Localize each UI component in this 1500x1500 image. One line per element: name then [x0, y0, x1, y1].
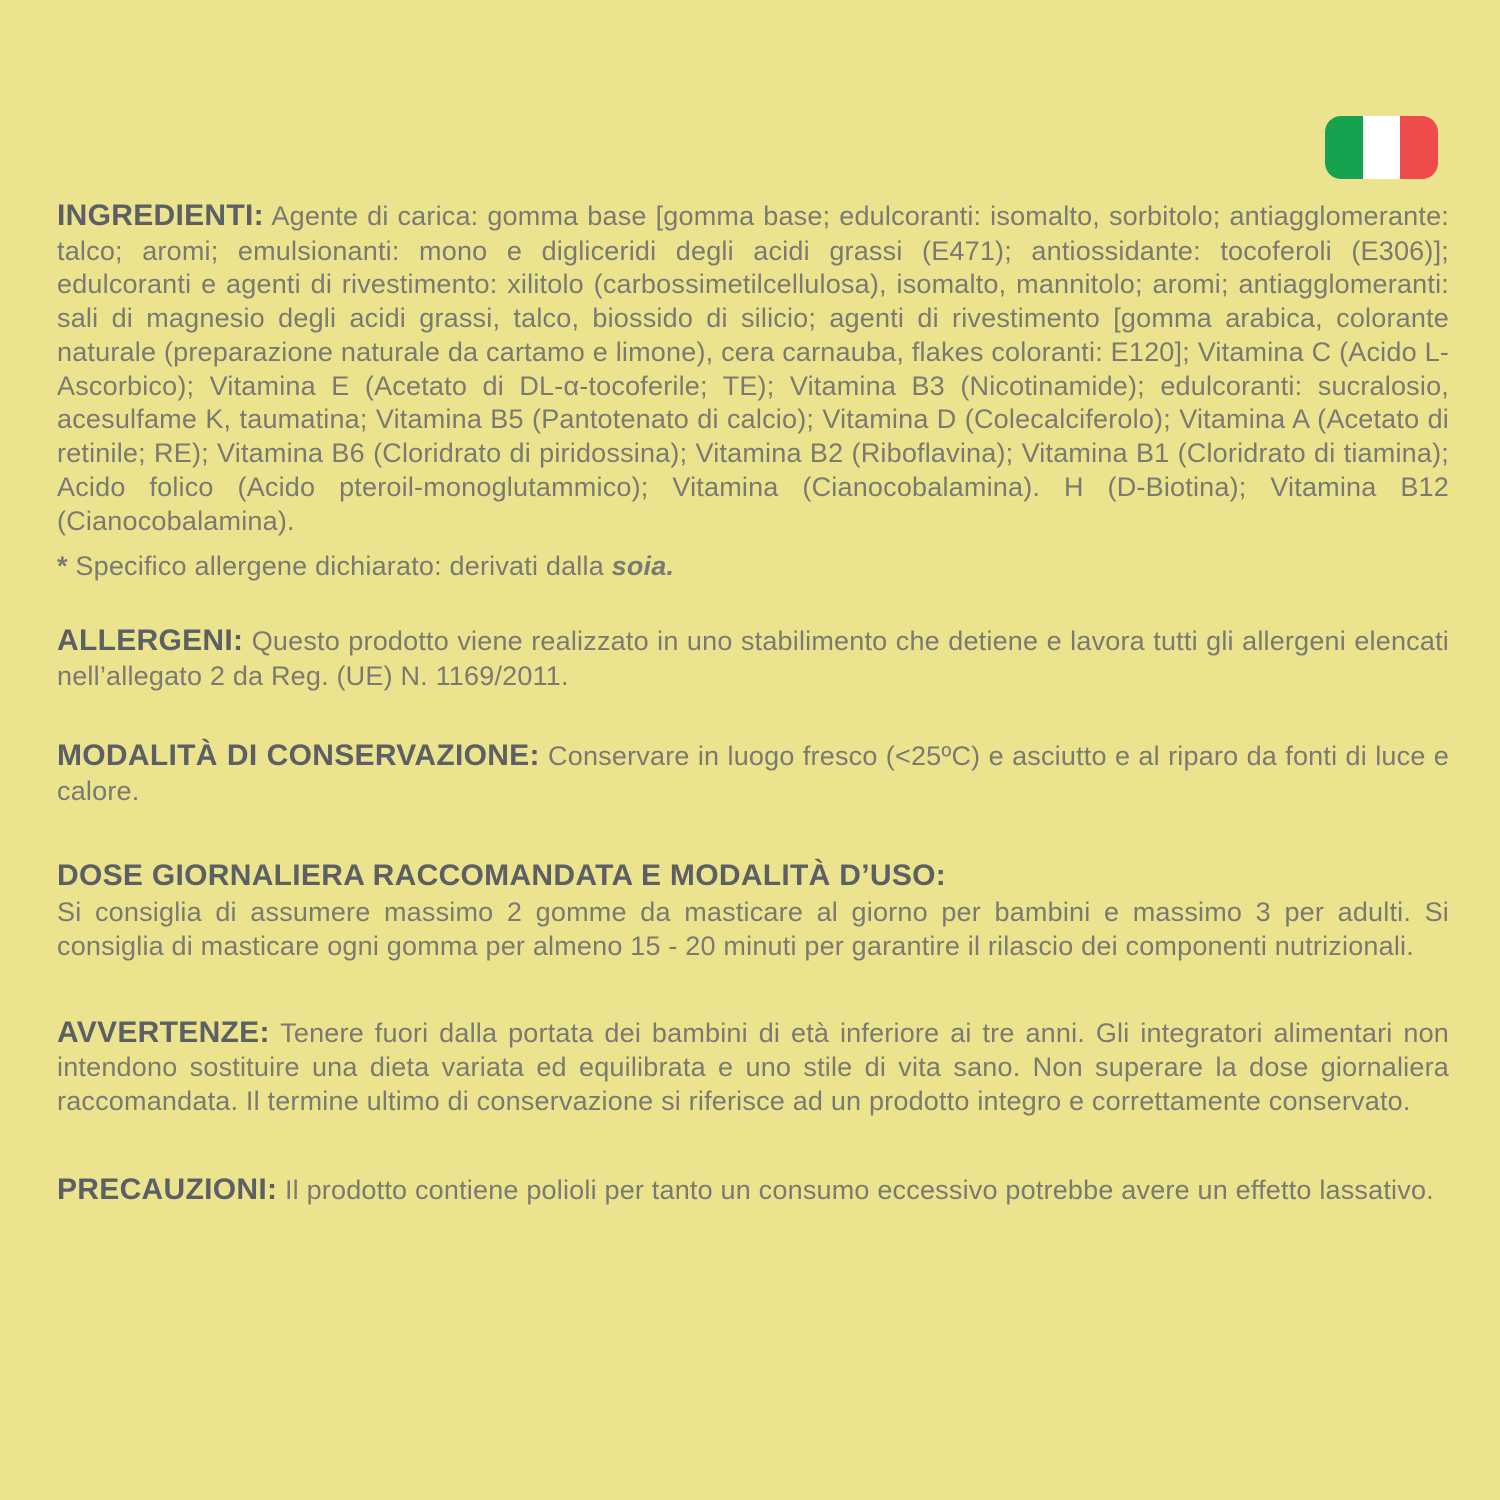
section-conservazione — [57, 737, 1449, 808]
conservazione-body: Conservare in luogo fresco (<25ºC) e asciutto e al riparo da fonti di luce e calore. — [57, 741, 1449, 806]
italy-flag-icon — [1325, 116, 1438, 179]
label-content — [57, 197, 1449, 1208]
avvertenze-heading: AVVERTENZE: — [57, 1015, 270, 1049]
dose-heading: DOSE GIORNALIERA RACCOMANDATA E MODALITÀ D’USO: — [57, 858, 947, 892]
avvertenze-body: Tenere fuori dalla portata dei bambini di età inferiore ai tre anni. Gli integratori alimentari non intendono sostituire una dieta variata ed equilibrata e uno stile di vita sano. Non superare la dose giornaliera raccomandata. Il termine ultimo di conservazione si riferisce ad un prodotto integro e correttamente conservato. — [57, 1017, 1449, 1116]
conservazione-heading: MODALITÀ DI CONSERVAZIONE: — [57, 739, 540, 773]
section-ingredienti — [57, 197, 1449, 538]
allergen-note-text: Specifico allergene dichiarato: derivati dalla — [67, 551, 612, 582]
flag-red-stripe — [1400, 116, 1438, 179]
section-avvertenze — [57, 1014, 1449, 1119]
precauzioni-heading: PRECAUZIONI: — [57, 1172, 278, 1206]
allergeni-body: Questo prodotto viene realizzato in uno stabilimento che detiene e lavora tutti gli allergeni elencati nell’allegato 2 da Reg. (UE) N. 1169/2011. — [57, 626, 1449, 691]
section-allergeni — [57, 622, 1449, 693]
flag-white-stripe — [1363, 116, 1401, 179]
precauzioni-body: Il prodotto contiene polioli per tanto un consumo eccessivo potrebbe avere un effetto lassativo. — [284, 1174, 1434, 1205]
allergeni-heading: ALLERGENI: — [57, 624, 244, 657]
ingredienti-body: Agente di carica: gomma base [gomma base; edulcoranti: isomalto, sorbitolo; antiagglomerante: talco; aromi; emulsionanti: mono e digliceridi degli acidi grassi (E471); antiossidante: tocoferoli (E306)]; edulcoranti e agenti di rivestimento: xilitolo (carbossimetilcellulosa), isomalto, mannitolo; aromi; antiagglomeranti: sali di magnesio degli acidi grassi, talco, biossido di silicio; agenti di rivestimento [gomma arabica, colorante naturale (preparazione naturale da cartamo e limone), cera carnauba, flakes coloranti: E120]; Vitamina C (Acido L-Ascorbico); Vitamina E (Acetato di DL-α-tocoferile; TE); Vitamina B3 (Nicotinamide); edulcoranti: sucralosio, acesulfame K, taumatina; Vitamina B5 (Pantotenato di calcio); Vitamina D (Colecalciferolo); Vitamina A (Acetato di retinile; RE); Vitamina B6 (Cloridrato di piridossina); Vitamina B2 (Riboflavina); Vitamina B1 (Cloridrato di tiamina); Acido folico (Acido pteroil-monoglutammico); Vitamina (Cianocobalamina). H (D-Biotina); Vitamina B12 (Cianocobalamina). — [57, 201, 1449, 536]
section-precauzioni — [57, 1171, 1449, 1209]
flag-green-stripe — [1325, 116, 1363, 179]
ingredienti-heading: INGREDIENTI: — [57, 199, 264, 232]
allergen-note-asterisk: * — [57, 551, 68, 582]
allergen-note-soia: soia. — [611, 551, 675, 582]
dose-body: Si consiglia di assumere massimo 2 gomme da masticare al giorno per bambini e massimo 3 per adulti. Si consiglia di masticare ogni gomma per almeno 15 - 20 minuti per garantire il rilascio dei componenti nutrizionali. — [57, 897, 1449, 961]
section-dose — [57, 857, 1449, 964]
allergen-note — [57, 550, 1449, 584]
